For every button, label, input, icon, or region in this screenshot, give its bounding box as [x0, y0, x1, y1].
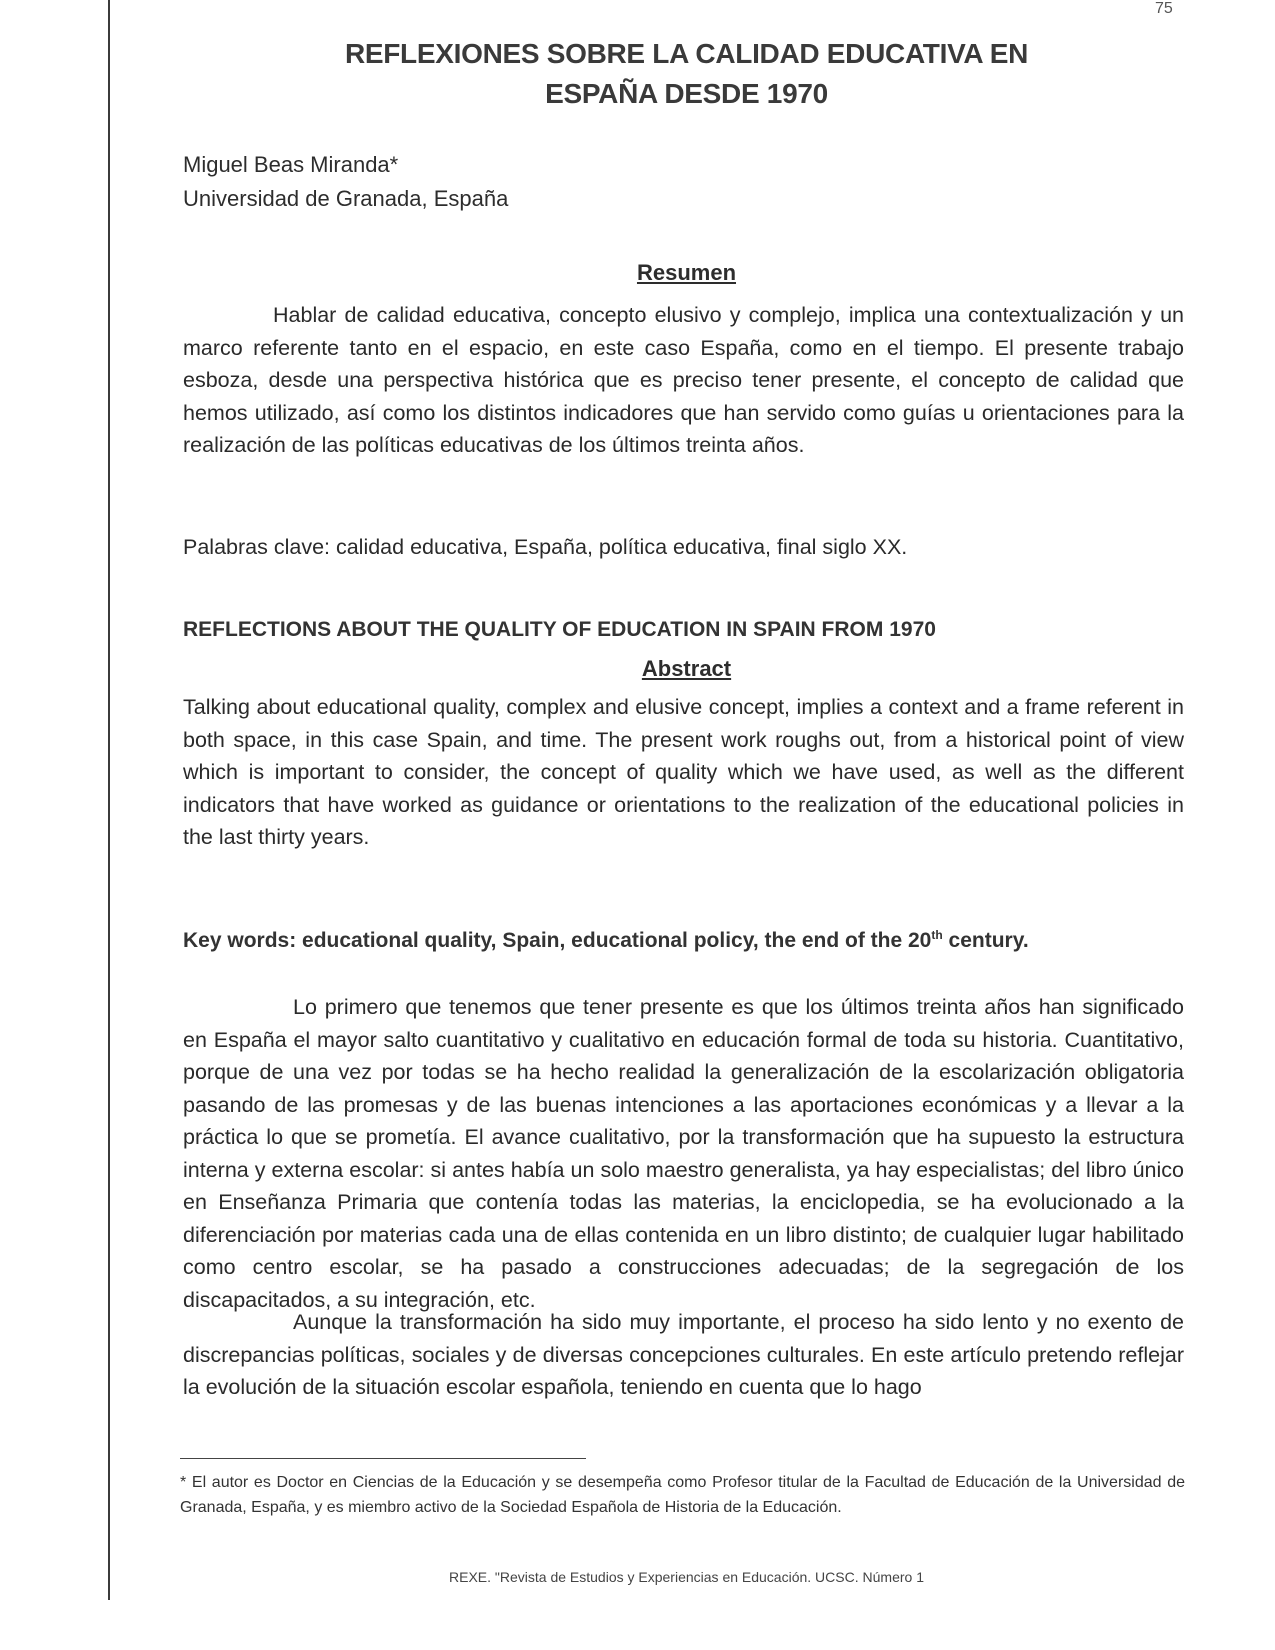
- article-title: [183, 34, 1190, 114]
- journal-footer: REXE. "Revista de Estudios y Experiencias en Educación. UCSC. Número 1: [449, 1569, 924, 1585]
- page-binding-edge: [108, 0, 110, 1600]
- abstract-heading: Abstract: [641, 656, 732, 681]
- key-words: [183, 928, 1029, 953]
- author-block: [183, 148, 508, 216]
- author-name: Miguel Beas Miranda*: [183, 152, 399, 177]
- page-number: 75: [1155, 0, 1173, 17]
- footnote: * El autor es Doctor en Ciencias de la Educación y se desempeña como Profesor titular de la Facultad de Educación de la Universidad de Granada, España, y es miembro activo de la Sociedad Española de Historia de la Educación.: [180, 1474, 1185, 1516]
- key-words-superscript: th: [931, 928, 943, 942]
- english-title: REFLECTIONS ABOUT THE QUALITY OF EDUCATION IN SPAIN FROM 1970: [183, 618, 936, 641]
- palabras-clave: Palabras clave: calidad educativa, España, política educativa, final siglo XX.: [183, 535, 908, 559]
- body-paragraph-2: Aunque la transformación ha sido muy importante, el proceso ha sido lento y no exento de discrepancias políticas, sociales y de diversas concepciones culturales. En este artículo pretendo reflejar la evolución de la situación escolar española, teniendo en cuenta que lo hago: [183, 1310, 1184, 1399]
- article-title-line-1: REFLEXIONES SOBRE LA CALIDAD EDUCATIVA EN: [344, 38, 1029, 69]
- abstract-paragraph: Talking about educational quality, complex and elusive concept, implies a context and a frame referent in both space, in this case Spain, and time. The present work roughs out, from a historical point of view which is important to consider, the concept of quality which we have used, as well as the different indicators that have worked as guidance or orientations to the realization of the educational policies in the last thirty years.: [183, 695, 1184, 849]
- key-words-text: Key words: educational quality, Spain, educational policy, the end of the 20: [183, 929, 932, 952]
- resumen-paragraph: Hablar de calidad educativa, concepto elusivo y complejo, implica una contextualización y un marco referente tanto en el espacio, en este caso España, como en el tiempo. El presente trabajo esboza, desde una perspectiva histórica que es preciso tener presente, el concepto de calidad que hemos utilizado, así como los distintos indicadores que han servido como guías u orientaciones para la realización de las políticas educativas de los últimos treinta años.: [183, 303, 1184, 457]
- footnote-divider: [180, 1458, 586, 1459]
- author-affiliation: Universidad de Granada, España: [183, 186, 509, 211]
- article-title-line-2: ESPAÑA DESDE 1970: [545, 78, 828, 109]
- key-words-end: century.: [942, 929, 1029, 952]
- resumen-heading: Resumen: [636, 260, 737, 285]
- body-paragraph-1: Lo primero que tenemos que tener presente es que los últimos treinta años han significado en España el mayor salto cuantitativo y cualitativo en educación formal de toda su historia. Cuantitativo, porque de una vez por todas se ha hecho realidad la generalización de la escolarización obligatoria pasando de las promesas y de las buenas intenciones a las aportaciones económicas y a llevar a la práctica lo que se prometía. El avance cualitativo, por la transformación que ha supuesto la estructura interna y externa escolar: si antes había un solo maestro generalista, ya hay especialistas; del libro único en Enseñanza Primaria que contenía todas las materias, la enciclopedia, se ha evolucionado a la diferenciación por materias cada una de ellas contenida en un libro distinto; de cualquier lugar habilitado como centro escolar, se ha pasado a construcciones adecuadas; de la segregación de los discapacitados, a su integración, etc.: [183, 995, 1184, 1312]
